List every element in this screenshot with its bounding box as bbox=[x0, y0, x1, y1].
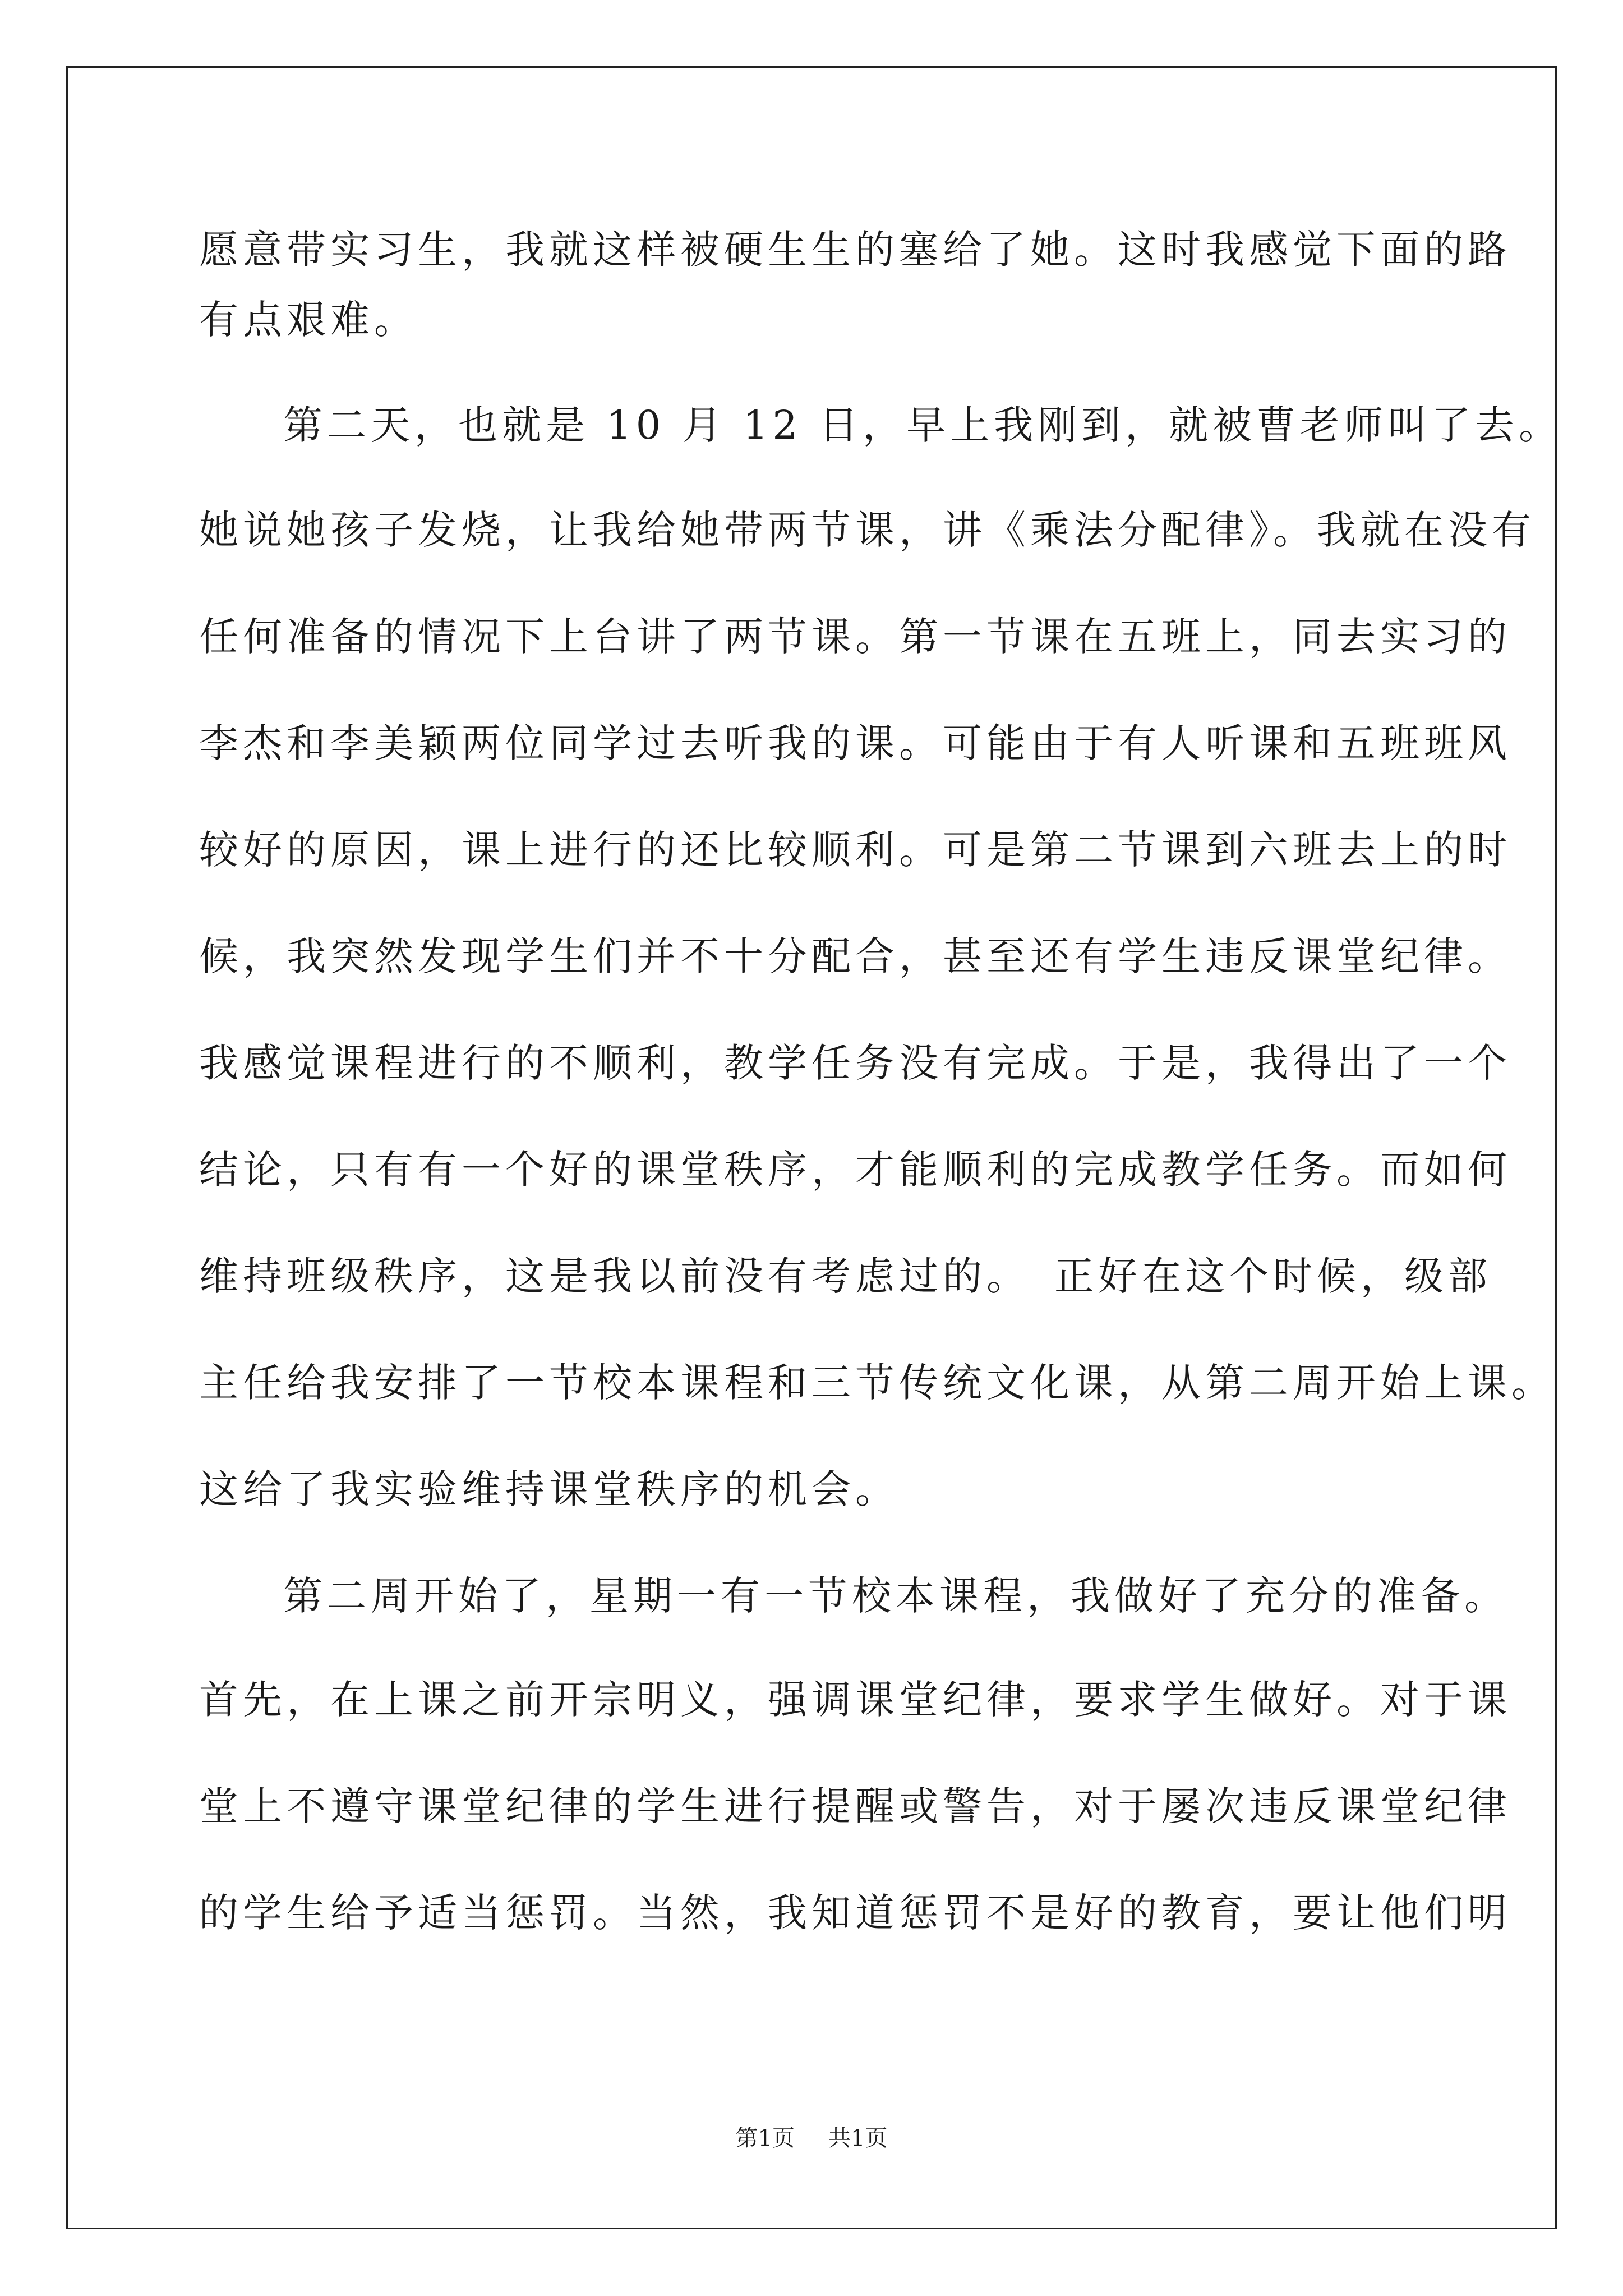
text-line: 任何准备的情况下上台讲了两节课。第一节课在五班上，同去实习的 bbox=[199, 614, 1511, 660]
text-line: 李杰和李美颖两位同学过去听我的课。可能由于有人听课和五班班风 bbox=[199, 720, 1511, 766]
text-line: 结论，只有有一个好的课堂秩序，才能顺利的完成教学任务。而如何 bbox=[199, 1147, 1511, 1193]
text-line: 主任给我安排了一节校本课程和三节传统文化课，从第二周开始上课。 bbox=[199, 1360, 1555, 1406]
text-line: 较好的原因，课上进行的还比较顺利。可是第二节课到六班去上的时 bbox=[199, 827, 1511, 873]
text-line: 有点艰难。 bbox=[199, 297, 418, 343]
text-line: 维持班级秩序，这是我以前没有考虑过的。 正好在这个时候，级部 bbox=[199, 1253, 1492, 1299]
text-line: 我感觉课程进行的不顺利，教学任务没有完成。于是，我得出了一个 bbox=[199, 1040, 1511, 1086]
page-footer bbox=[0, 2124, 1623, 2152]
text-line: 这给了我实验维持课堂秩序的机会。 bbox=[199, 1466, 899, 1512]
text-line: 愿意带实习生，我就这样被硬生生的塞给了她。这时我感觉下面的路 bbox=[199, 227, 1511, 273]
text-line: 堂上不遵守课堂纪律的学生进行提醒或警告，对于屡次违反课堂纪律 bbox=[199, 1783, 1511, 1829]
text-line: 的学生给予适当惩罚。当然，我知道惩罚不是好的教育，要让他们明 bbox=[199, 1890, 1511, 1936]
text-line: 首先，在上课之前开宗明义，强调课堂纪律，要求学生做好。对于课 bbox=[199, 1677, 1511, 1723]
text-line: 她说她孩子发烧，让我给她带两节课，讲《乘法分配律》。我就在没有 bbox=[199, 507, 1536, 553]
text-line: 候，我突然发现学生们并不十分配合，甚至还有学生违反课堂纪律。 bbox=[199, 933, 1511, 979]
paragraph-start-line: 第二周开始了，星期一有一节校本课程，我做好了充分的准备。 bbox=[283, 1573, 1508, 1619]
total-pages: 共1页 bbox=[828, 2125, 888, 2151]
paragraph-start-line: 第二天，也就是 10 月 12 日，早上我刚到，就被曹老师叫了去。 bbox=[283, 402, 1563, 448]
page-number: 第1页 bbox=[735, 2125, 795, 2151]
